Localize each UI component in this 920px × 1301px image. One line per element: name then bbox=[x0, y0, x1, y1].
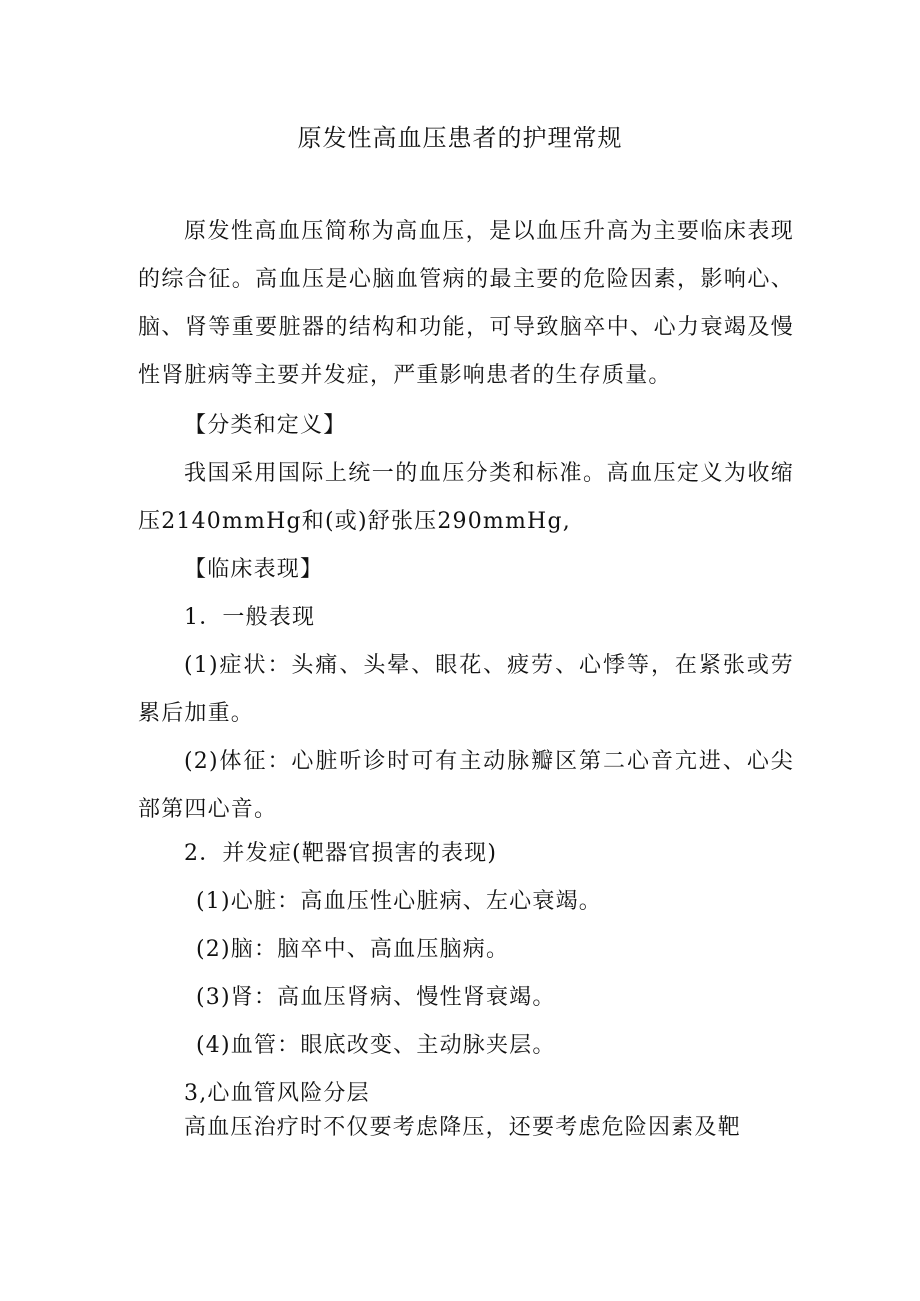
item3-text: 高血压治疗时不仅要考虑降压，还要考虑危险因素及靶 bbox=[184, 1115, 741, 1140]
item1-signs: (2)体征：心脏听诊时可有主动脉瓣区第二心音亢进、心尖部第四心音。 bbox=[138, 749, 794, 822]
item1-symptoms: (1)症状：头痛、头晕、眼花、疲劳、心悸等，在紧张或劳累后加重。 bbox=[138, 653, 794, 726]
item2-kidney: (3)肾：高血压肾病、慢性肾衰竭。 bbox=[196, 985, 556, 1010]
item3-heading: 3,心血管风险分层 bbox=[184, 1081, 370, 1106]
section-heading-clinical: 【临床表现】 bbox=[184, 557, 324, 582]
item2-vessel: (4)血管：眼底改变、主动脉夹层。 bbox=[196, 1033, 556, 1058]
item2-heart: (1)心脏：高血压性心脏病、左心衰竭。 bbox=[196, 889, 602, 914]
document-title: 原发性高血压患者的护理常规 bbox=[297, 124, 623, 152]
classification-paragraph: 我国采用国际上统一的血压分类和标准。高血压定义为收缩压2140mmHg和(或)舒张压290mmHg, bbox=[138, 461, 794, 534]
item2-brain: (2)脑：脑卒中、高血压脑病。 bbox=[196, 937, 510, 962]
item1-heading: 1．一般表现 bbox=[184, 605, 316, 630]
intro-paragraph: 原发性高血压简称为高血压，是以血压升高为主要临床表现的综合征。高血压是心脑血管病的最主要的危险因素，影响心、脑、肾等重要脏器的结构和功能，可导致脑卒中、心力衰竭及慢性肾脏病等主要并发症，严重影响患者的生存质量。 bbox=[138, 219, 794, 388]
section-heading-classification: 【分类和定义】 bbox=[184, 413, 347, 438]
item2-heading: 2．并发症(靶器官损害的表现) bbox=[184, 841, 498, 866]
